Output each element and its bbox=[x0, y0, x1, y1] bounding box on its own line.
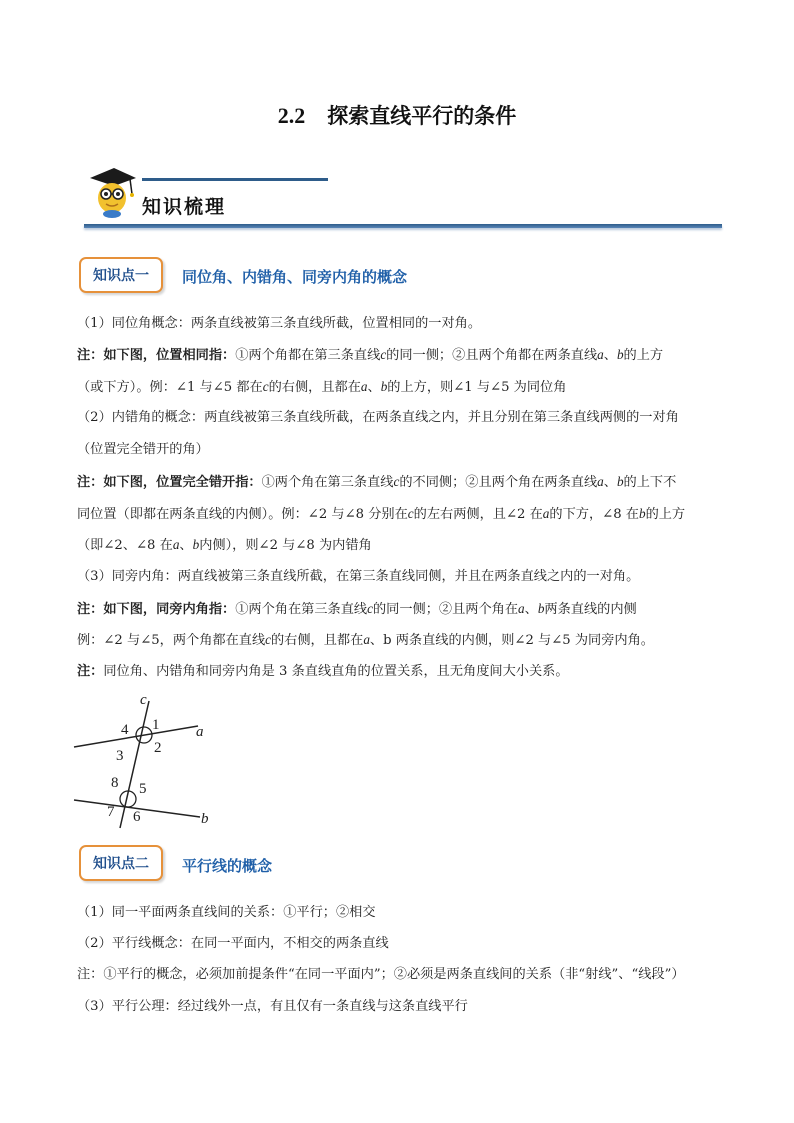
label-a: a bbox=[196, 724, 204, 740]
intersecting-lines-figure bbox=[70, 690, 220, 830]
kp2-line-2: （2）平行线概念：在同一平面内，不相交的两条直线 bbox=[77, 936, 389, 951]
label-angle-5: 5 bbox=[139, 781, 147, 797]
banner-label: 知识梳理 bbox=[142, 196, 227, 218]
kp1-title: 同位角、内错角、同旁内角的概念 bbox=[182, 268, 408, 286]
kp1-line-11: 例：∠2 与∠5，两个角都在直线c的右侧，且都在a、b 两条直线的内侧，则∠2 与∠5 为同旁内角。 bbox=[77, 632, 654, 648]
label-angle-1: 1 bbox=[152, 717, 160, 733]
kp2-line-3: 注：①平行的概念，必须加前提条件“在同一平面内”；②必须是两条直线间的关系（非“射线”、“线段”） bbox=[77, 967, 685, 982]
label-angle-2: 2 bbox=[154, 740, 162, 756]
section-number: 2.2 bbox=[277, 103, 306, 128]
label-c: c bbox=[140, 692, 147, 708]
kp1-line-9: （3）同旁内角：两直线被第三条直线所截，在第三条直线同侧，并且在两条直线之内的一对角。 bbox=[77, 569, 640, 584]
kp1-tag: 知识点一 bbox=[79, 257, 163, 293]
label-angle-6: 6 bbox=[133, 809, 141, 825]
label-angle-8: 8 bbox=[111, 775, 119, 791]
label-angle-3: 3 bbox=[116, 748, 124, 764]
page-title bbox=[0, 100, 794, 130]
kp2-tag: 知识点二 bbox=[79, 845, 163, 881]
kp1-line-8: （即∠2、∠8 在a、b内侧），则∠2 与∠8 为内错角 bbox=[77, 537, 372, 553]
kp1-line-3: （或下方）。例：∠1 与∠5 都在c的右侧，且都在a、b的上方，则∠1 与∠5 为同位角 bbox=[77, 379, 567, 395]
kp1-line-2: 注：如下图，位置相同指：①两个角都在第三条直线c的同一侧；②且两个角都在两条直线a、b的上方 bbox=[77, 347, 664, 363]
kp1-line-7: 同位置（即都在两条直线的内侧）。例：∠2 与∠8 分别在c的左右两侧，且∠2 在a的下方，∠8 在b的上方 bbox=[77, 506, 686, 522]
label-b: b bbox=[201, 811, 209, 827]
kp1-line-5: （位置完全错开的角） bbox=[77, 442, 209, 457]
label-angle-7: 7 bbox=[107, 804, 115, 820]
kp2-line-1: （1）同一平面两条直线间的关系：①平行；②相交 bbox=[77, 905, 376, 920]
kp2-line-4: （3）平行公理：经过线外一点，有且仅有一条直线与这条直线平行 bbox=[77, 999, 468, 1014]
kp2-title: 平行线的概念 bbox=[182, 857, 273, 875]
kp1-line-12: 注：同位角、内错角和同旁内角是 3 条直线直角的位置关系，且无角度间大小关系。 bbox=[77, 664, 569, 679]
label-angle-4: 4 bbox=[121, 722, 129, 738]
kp1-line-10: 注：如下图，同旁内角指：①两个角在第三条直线c的同一侧；②且两个角在a、b两条直线的内侧 bbox=[77, 601, 637, 617]
banner-bottom-rule bbox=[84, 224, 722, 228]
kp1-line-6: 注：如下图，位置完全错开指：①两个角在第三条直线c的不同侧；②且两个角在两条直线a、b的上下不 bbox=[77, 474, 677, 490]
banner-top-rule bbox=[142, 178, 328, 181]
section-title: 探索直线平行的条件 bbox=[327, 104, 517, 128]
kp1-line-4: （2）内错角的概念：两直线被第三条直线所截，在两条直线之内，并且分别在第三条直线两侧的一对角 bbox=[77, 410, 679, 425]
owl-graduate-icon bbox=[84, 164, 140, 220]
kp1-line-1: （1）同位角概念：两条直线被第三条直线所截，位置相同的一对角。 bbox=[77, 316, 482, 331]
knowledge-banner bbox=[84, 158, 724, 233]
